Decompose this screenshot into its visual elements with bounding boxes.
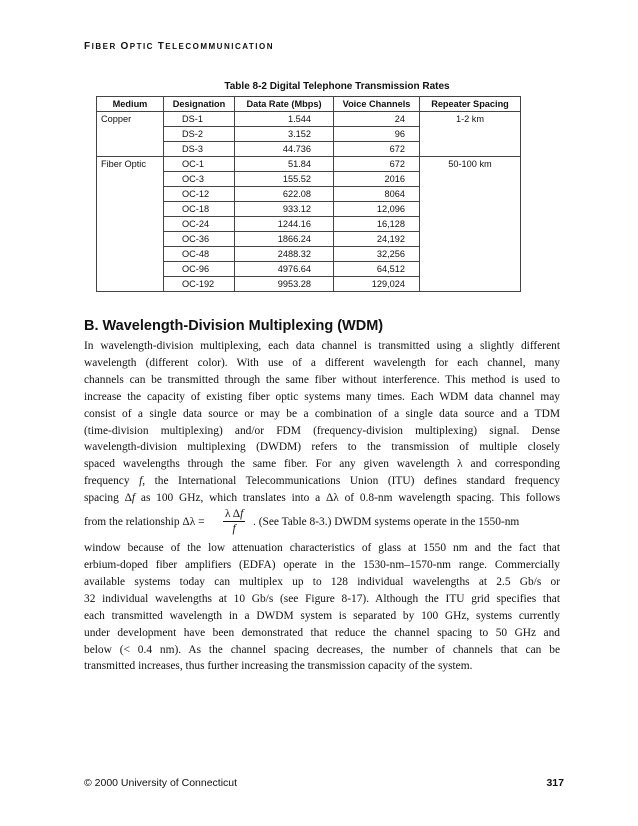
text-line: increase the capacity of existing fiber optic systems many times. Each WDM data channel may [84, 390, 560, 403]
cell-data-rate: 933.12 [235, 202, 334, 217]
cell-designation: OC-3 [164, 172, 235, 187]
table-header-row [97, 97, 521, 112]
cell-voice-channels: 64,512 [334, 262, 420, 277]
header-initial: F [84, 41, 92, 52]
cell-designation: OC-36 [164, 232, 235, 247]
formula-line [84, 507, 560, 540]
header-initial: O [120, 41, 130, 52]
cell-designation: OC-18 [164, 202, 235, 217]
text-line: frequency f, the International Telecommunications Union (ITU) defines standard frequency [84, 475, 560, 488]
cell-designation: OC-96 [164, 262, 235, 277]
cell-designation: DS-1 [164, 112, 235, 127]
text-line: wavelength (different color). With use of a different wavelength for each channel, many [84, 356, 560, 369]
text-line: (time-division multiplexing) and/or FDM (frequency-division multiplexing) signal. Dense [84, 424, 560, 437]
cell-voice-channels: 24,192 [334, 232, 420, 247]
cell-voice-channels: 129,024 [334, 277, 420, 292]
cell-medium: Copper [97, 112, 164, 157]
cell-data-rate: 44.736 [235, 142, 334, 157]
text-line: spaced wavelengths through the same fiber. For any given wavelength λ and corresponding [84, 458, 560, 471]
cell-voice-channels: 32,256 [334, 247, 420, 262]
formula-numerator: λ Δf [225, 508, 244, 521]
cell-data-rate: 1.544 [235, 112, 334, 127]
cell-data-rate: 2488.32 [235, 247, 334, 262]
text-line: below (< 0.4 nm). As the channel spacing decreases, the number of channels that can be [84, 643, 560, 656]
formula-denominator: f [232, 523, 236, 536]
text-line: wavelength-division multiplexing (DWDM) refers to the transmission of multiple closely [84, 441, 560, 454]
formula-suffix: . (See Table 8-3.) DWDM systems operate in the 1550-nm [253, 516, 520, 529]
running-header [84, 41, 274, 52]
text-line: erbium-doped fiber amplifiers (EDFA) operate in the 1530-nm–1570-nm range. Commercially [84, 558, 560, 571]
header-rest: IBER [91, 42, 121, 51]
text-line: available systems today can multiplex up to 128 individual wavelengths at 2.5 Gb/s or [84, 575, 560, 588]
text-line: each transmitted wavelength in a DWDM system is separated by 100 GHz, systems currently [84, 609, 560, 622]
text-line: spacing Δf as 100 GHz, which translates into a Δλ of 0.8-nm wavelength spacing. This follows [84, 492, 561, 505]
cell-data-rate: 155.52 [235, 172, 334, 187]
header-rest: PTIC [129, 42, 158, 51]
cell-repeater-spacing: 1-2 km [420, 112, 521, 157]
cell-data-rate: 1866.24 [235, 232, 334, 247]
cell-designation: OC-24 [164, 217, 235, 232]
page-footer [84, 777, 564, 789]
text-line: 32 individual wavelengths at 10 Gb/s (see Figure 8-17). Although the ITU grid specifies that [84, 592, 560, 605]
text-line: In wavelength-division multiplexing, each data channel is transmitted using a slightly different [84, 340, 560, 352]
cell-data-rate: 622.08 [235, 187, 334, 202]
cell-designation: OC-1 [164, 157, 235, 172]
cell-voice-channels: 672 [334, 157, 420, 172]
footer-copyright: © 2000 University of Connecticut [84, 777, 238, 789]
col-header-medium: Medium [97, 97, 164, 112]
col-header-repeater-spacing: Repeater Spacing [420, 97, 521, 112]
section-heading: B. Wavelength-Division Multiplexing (WDM) [84, 318, 384, 334]
cell-voice-channels: 8064 [334, 187, 420, 202]
text-line: channels can be transmitted through the same fiber without interference. This method is used to [84, 373, 560, 386]
cell-medium: Fiber Optic [97, 157, 164, 292]
cell-voice-channels: 96 [334, 127, 420, 142]
cell-designation: OC-12 [164, 187, 235, 202]
page-number: 317 [546, 777, 564, 789]
cell-data-rate: 51.84 [235, 157, 334, 172]
col-header-data-rate: Data Rate (Mbps) [235, 97, 334, 112]
header-rest: ELECOMMUNICATION [165, 42, 275, 51]
cell-designation: OC-48 [164, 247, 235, 262]
cell-designation: DS-3 [164, 142, 235, 157]
text-line: under development have been demonstrated that reduce the channel spacing to 50 GHz and [84, 626, 560, 639]
cell-repeater-spacing: 50-100 km [420, 157, 521, 292]
header-initial: T [157, 41, 166, 52]
body-paragraph [84, 338, 560, 675]
transmission-rates-table [96, 96, 521, 292]
text-line: consist of a single data source or may be a combination of a single data source and a TDM [84, 407, 560, 420]
table-caption: Table 8-2 Digital Telephone Transmission Rates [224, 81, 450, 92]
table-row [97, 112, 521, 127]
cell-designation: DS-2 [164, 127, 235, 142]
table-row [97, 157, 521, 172]
col-header-voice-channels: Voice Channels [334, 97, 420, 112]
cell-data-rate: 9953.28 [235, 277, 334, 292]
formula-fraction [223, 507, 245, 536]
cell-data-rate: 3.152 [235, 127, 334, 142]
col-header-designation: Designation [164, 97, 235, 112]
cell-voice-channels: 16,128 [334, 217, 420, 232]
cell-voice-channels: 24 [334, 112, 420, 127]
formula-prefix: from the relationship Δλ = [84, 516, 205, 529]
cell-voice-channels: 2016 [334, 172, 420, 187]
text-line: window because of the low attenuation characteristics of glass at 1550 nm and the fact that [84, 542, 560, 555]
cell-data-rate: 4976.64 [235, 262, 334, 277]
cell-voice-channels: 12,096 [334, 202, 420, 217]
cell-designation: OC-192 [164, 277, 235, 292]
text-line: transmitted increases, thus further increasing the transmission capacity of the system. [84, 660, 473, 673]
cell-data-rate: 1244.16 [235, 217, 334, 232]
cell-voice-channels: 672 [334, 142, 420, 157]
